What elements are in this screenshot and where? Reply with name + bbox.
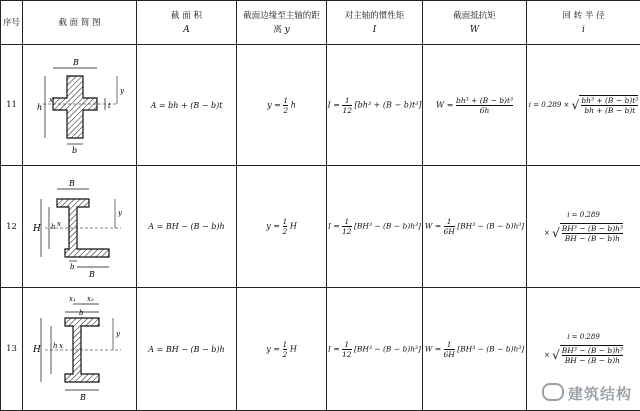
header-area-label: 截 面 积 [137, 9, 236, 23]
label-x1: x₁ [69, 295, 76, 303]
header-row [1, 1, 640, 45]
radius-formula: i = 0.289 × √ $\frac{\text{BH³ − (B − b)h³}}{BH - (B - b)h}$ [527, 166, 640, 288]
header-diagram: 截 面 简 图 [23, 1, 137, 45]
channel-shape-diagram [25, 290, 135, 404]
label-H: H [32, 224, 41, 234]
modulus-formula: W = $\frac{1}{6H}$ [BH³ − (B − b)h³] [423, 288, 527, 411]
label-B: B [72, 58, 79, 67]
area-formula: A = BH − (B − b)h [137, 288, 237, 411]
header-dist-symbol: y [285, 25, 290, 35]
header-modulus-label: 截面抵抗矩 [423, 9, 526, 23]
area-formula: A = BH − (B − b)h [137, 166, 237, 288]
header-radius [527, 1, 640, 45]
label-x: x [49, 96, 53, 104]
label-h: h [51, 223, 56, 231]
label-t: t [108, 102, 111, 110]
label-x: x [59, 342, 63, 350]
sqrt-symbol: √ [552, 226, 560, 240]
y-formula: y = $\frac{1}{2}$ H [237, 166, 327, 288]
label-H: H [32, 345, 41, 355]
label-b: b [79, 309, 84, 317]
radius-formula: i = 0.289 × √ $\frac{\text{BH³ − (B − b)h³}}{BH - (B - b)h}$ [527, 288, 640, 411]
label-y: y [117, 209, 123, 217]
header-dist [237, 1, 327, 45]
header-radius-label: 回 转 半 径 [527, 9, 640, 23]
label-y: y [119, 87, 125, 95]
label-B: B [68, 179, 75, 188]
modulus-formula: W = $\frac{1}{6H}$ [BH³ − (B − b)h³] [423, 166, 527, 288]
row-number: 12 [1, 166, 23, 288]
y-formula: y = $\frac{1}{2}$ h [237, 45, 327, 166]
wechat-icon [542, 383, 564, 401]
label-x2: x₂ [87, 295, 94, 303]
cross-section-diagram [23, 45, 137, 166]
watermark-text: 建筑结构 [568, 385, 632, 403]
label-B-bottom: B [88, 270, 95, 279]
table-row [1, 45, 640, 166]
label-x: x [57, 220, 61, 228]
inertia-formula: I = $\frac{1}{12}$ [BH³ − (B − b)h³] [327, 166, 423, 288]
label-y: y [115, 330, 121, 338]
cross-shape-diagram [25, 48, 135, 158]
inertia-formula: I = $\frac{1}{12}$ [bh³ + (B − b)t³] [327, 45, 423, 166]
sqrt-symbol: √ [572, 98, 580, 112]
row-number: 13 [1, 288, 23, 411]
modulus-formula: W = $\frac{\text{bh³ + (B − b)t³}}{6h}$ [423, 45, 527, 166]
label-b: b [72, 146, 77, 155]
area-formula: A = bh + (B − b)t [137, 45, 237, 166]
label-B: B [79, 393, 86, 402]
watermark [542, 383, 632, 404]
header-inertia [327, 1, 423, 45]
inertia-formula: I = $\frac{1}{12}$ [BH³ − (B − b)h³] [327, 288, 423, 411]
y-formula: y = $\frac{1}{2}$ H [237, 288, 327, 411]
header-radius-symbol: i [582, 25, 585, 35]
header-dist-label: 截面边缘至主轴的距离 y [237, 9, 326, 37]
label-h: h [37, 103, 42, 112]
sqrt-symbol: √ [552, 348, 560, 362]
header-area [137, 1, 237, 45]
header-no: 序号 [1, 1, 23, 45]
header-area-symbol: A [183, 25, 190, 35]
header-modulus [423, 1, 527, 45]
table-row [1, 166, 640, 288]
header-modulus-symbol: W [470, 25, 479, 35]
header-inertia-label: 对主轴的惯性矩 [327, 9, 422, 23]
header-inertia-symbol: I [373, 25, 377, 35]
cross-section-diagram [23, 288, 137, 411]
label-b: b [70, 263, 75, 271]
label-h: h [53, 342, 58, 350]
row-number: 11 [1, 45, 23, 166]
cross-section-diagram [23, 166, 137, 288]
radius-formula: i = 0.289 × √ $\frac{\text{bh³ + (B − b)t³}}{bh + (B - b)t}$ [527, 45, 640, 166]
z-shape-diagram [25, 169, 135, 281]
